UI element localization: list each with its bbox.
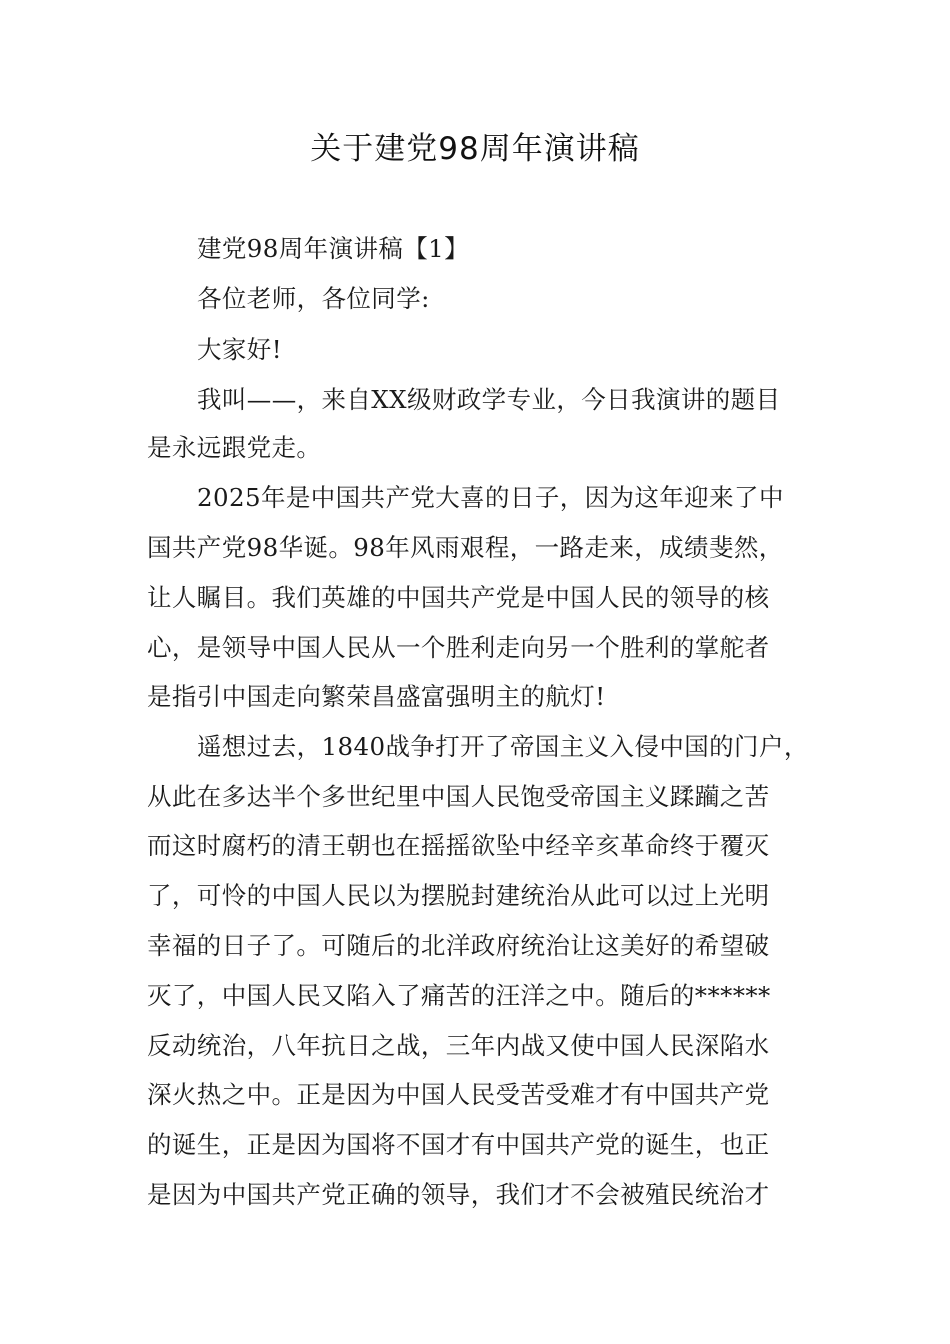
- paragraph-line: 是因为中国共产党正确的领导，我们才不会被殖民统治才: [147, 1180, 770, 1209]
- paragraph-line: 的诞生，正是因为国将不国才有中国共产党的诞生，也正: [147, 1130, 770, 1159]
- paragraph-line: 了，可怜的中国人民以为摆脱封建统治从此可以过上光明: [147, 881, 770, 910]
- paragraph-line: 建党98周年演讲稿【1】: [197, 234, 470, 263]
- paragraph-line: 心，是领导中国人民从一个胜利走向另一个胜利的掌舵者: [147, 633, 770, 662]
- paragraph-line: 深火热之中。正是因为中国人民受苦受难才有中国共产党: [147, 1080, 770, 1109]
- paragraph-line: 让人瞩目。我们英雄的中国共产党是中国人民的领导的核: [147, 583, 770, 612]
- paragraph-line: 幸福的日子了。可随后的北洋政府统治让这美好的希望破: [147, 931, 770, 960]
- paragraph-line: 2025年是中国共产党大喜的日子，因为这年迎来了中: [197, 483, 784, 512]
- paragraph-line: 反动统治，八年抗日之战，三年内战又使中国人民深陷水: [147, 1031, 770, 1060]
- document-title: 关于建党98周年演讲稿: [310, 131, 640, 167]
- paragraph-line: 我叫——，来自XX级财政学专业，今日我演讲的题目: [197, 385, 781, 414]
- paragraph-line: 遥想过去，1840战争打开了帝国主义入侵中国的门户，: [197, 732, 809, 761]
- paragraph-line: 而这时腐朽的清王朝也在摇摇欲坠中经辛亥革命终于覆灭: [147, 831, 770, 860]
- paragraph-line: 国共产党98华诞。98年风雨艰程，一路走来，成绩斐然，: [147, 533, 784, 562]
- paragraph-line: 从此在多达半个多世纪里中国人民饱受帝国主义蹂躏之苦: [147, 782, 770, 811]
- paragraph-line: 是指引中国走向繁荣昌盛富强明主的航灯!: [147, 682, 606, 711]
- paragraph-line: 大家好!: [197, 335, 282, 364]
- paragraph-line: 灭了，中国人民又陷入了痛苦的汪洋之中。随后的******: [147, 981, 771, 1010]
- paragraph-line: 是永远跟党走。: [147, 433, 322, 462]
- paragraph-line: 各位老师，各位同学:: [197, 284, 430, 313]
